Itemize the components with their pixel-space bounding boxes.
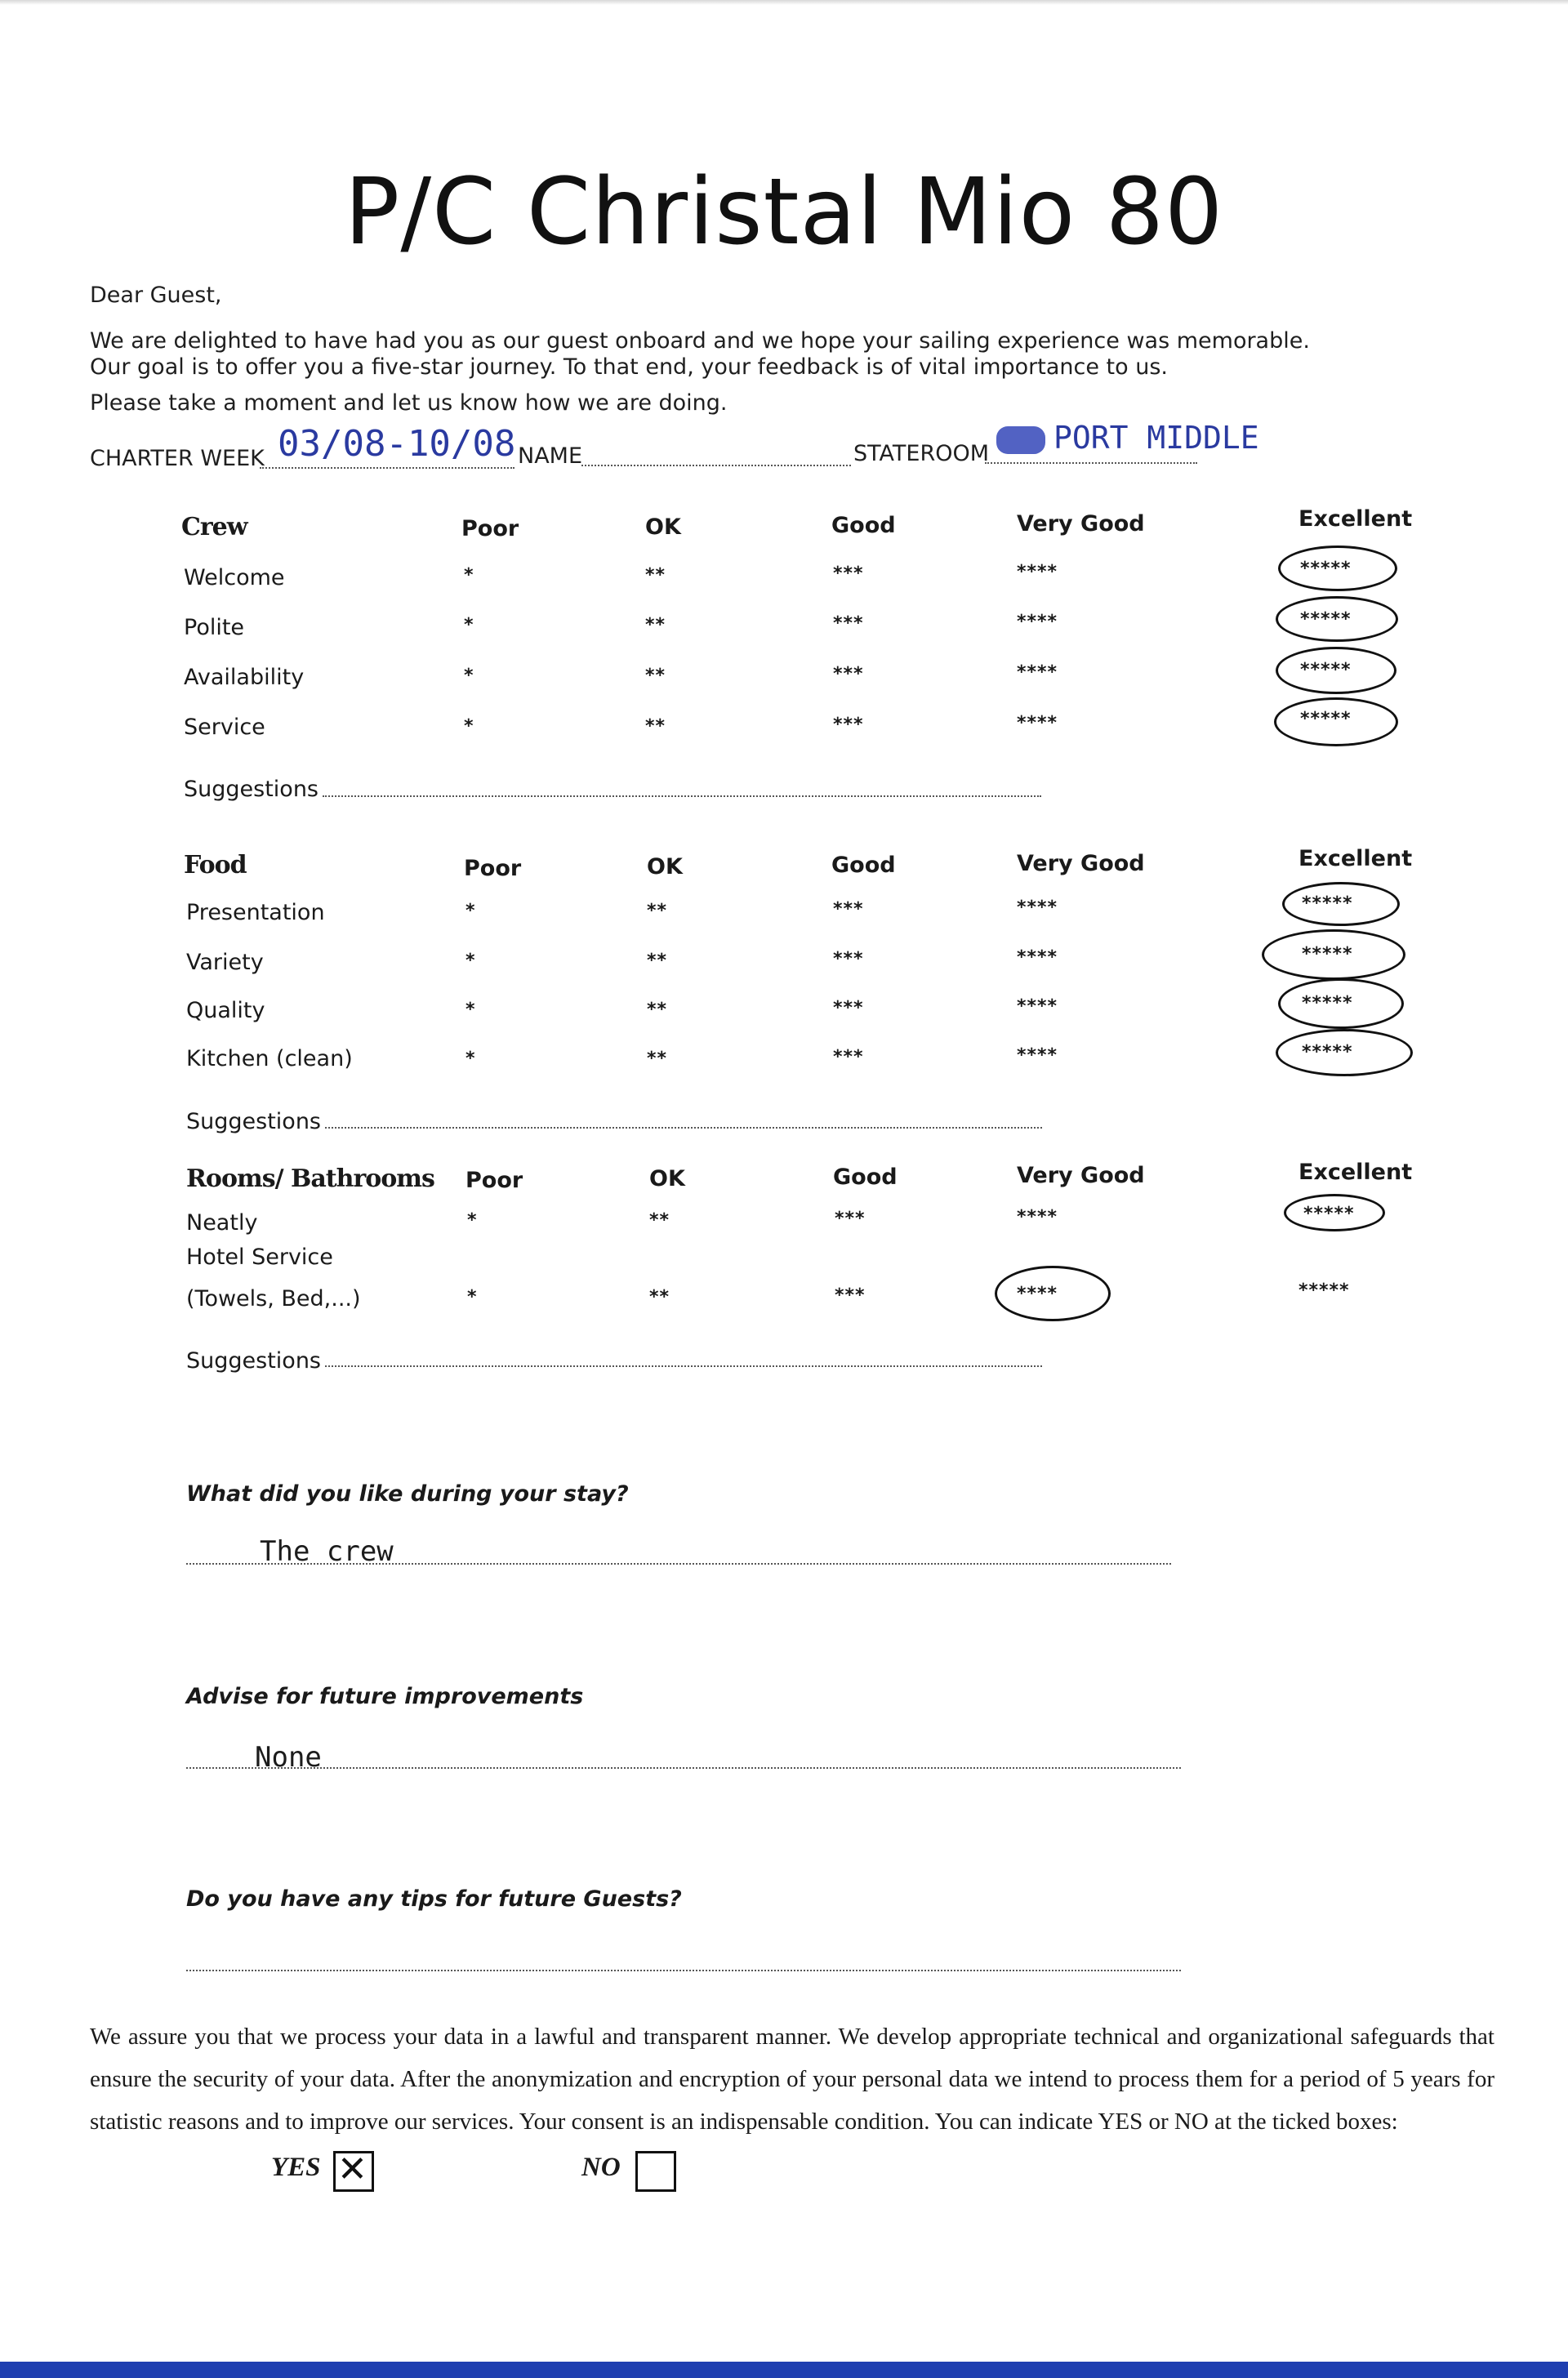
col-head-poor: Poor <box>461 516 519 541</box>
col-head-ok: OK <box>649 1166 685 1191</box>
selection-circle <box>1278 546 1397 591</box>
section-title-rooms: Rooms/ Bathrooms <box>186 1165 434 1193</box>
rating-good[interactable]: *** <box>833 715 864 735</box>
row-label-variety: Variety <box>186 950 264 975</box>
rating-poor[interactable]: * <box>467 1210 478 1231</box>
rating-ok[interactable]: ** <box>645 565 666 586</box>
suggestions-label-rooms: Suggestions <box>186 1348 321 1374</box>
rating-poor[interactable]: * <box>464 666 474 686</box>
rating-poor[interactable]: * <box>464 716 474 737</box>
rating-very-good[interactable]: **** <box>1017 1045 1058 1066</box>
rating-excellent[interactable]: ***** <box>1300 660 1352 680</box>
rating-excellent[interactable]: ***** <box>1300 609 1352 630</box>
answer-improvements[interactable]: None <box>255 1741 322 1774</box>
row-label-quality: Quality <box>186 998 265 1023</box>
col-head-ok: OK <box>645 514 681 540</box>
rating-ok[interactable]: ** <box>647 1049 668 1069</box>
rating-good[interactable]: *** <box>833 1047 864 1067</box>
scan-edge-top <box>0 0 1568 5</box>
suggestions-line-food[interactable] <box>325 1127 1042 1129</box>
rating-good[interactable]: *** <box>833 949 864 969</box>
scribble-mark <box>996 426 1045 454</box>
col-head-very-good: Very Good <box>1017 511 1145 537</box>
suggestions-label-food: Suggestions <box>186 1109 321 1134</box>
col-head-excellent: Excellent <box>1298 1160 1413 1185</box>
rating-very-good[interactable]: **** <box>1017 996 1058 1017</box>
selection-circle <box>995 1266 1111 1321</box>
section-title-food: Food <box>184 851 247 880</box>
rating-very-good[interactable]: **** <box>1017 713 1058 733</box>
intro-line-3: Please take a moment and let us know how we are doing. <box>90 390 728 416</box>
col-head-good: Good <box>831 513 896 538</box>
selection-circle <box>1276 1029 1413 1076</box>
scan-edge-bottom <box>0 2362 1568 2378</box>
suggestions-line-rooms[interactable] <box>325 1365 1042 1367</box>
rating-poor[interactable]: * <box>467 1287 478 1307</box>
rating-poor[interactable]: * <box>466 1000 476 1020</box>
selection-circle <box>1276 647 1396 694</box>
col-head-poor: Poor <box>464 856 522 881</box>
consent-no-label: NO <box>581 2153 621 2182</box>
name-label: NAME <box>518 443 583 469</box>
row-label-kitchen: Kitchen (clean) <box>186 1046 353 1071</box>
row-label-service: Service <box>184 715 265 740</box>
rating-very-good[interactable]: **** <box>1017 662 1058 683</box>
stateroom-line <box>985 462 1197 464</box>
question-tips: Do you have any tips for future Guests? <box>186 1886 682 1912</box>
rating-excellent[interactable]: ***** <box>1302 1042 1353 1062</box>
rating-good[interactable]: *** <box>833 563 864 584</box>
row-label-presentation: Presentation <box>186 900 325 925</box>
col-head-excellent: Excellent <box>1298 846 1413 871</box>
rating-good[interactable]: *** <box>833 998 864 1018</box>
rating-excellent[interactable]: ***** <box>1302 893 1353 914</box>
section-title-crew: Crew <box>181 513 247 541</box>
stateroom-label: STATEROOM <box>853 441 990 466</box>
rating-excellent[interactable]: ***** <box>1298 1280 1350 1301</box>
col-head-good: Good <box>833 1165 898 1190</box>
answer-liked[interactable]: The crew <box>260 1535 394 1568</box>
row-label-welcome: Welcome <box>184 565 285 590</box>
rating-poor[interactable]: * <box>466 901 476 921</box>
rating-poor[interactable]: * <box>466 951 476 971</box>
rating-excellent[interactable]: ***** <box>1300 709 1352 729</box>
rating-ok[interactable]: ** <box>645 666 666 686</box>
rating-ok[interactable]: ** <box>649 1287 670 1307</box>
rating-very-good[interactable]: **** <box>1017 612 1058 632</box>
check-mark-icon: ✕ <box>337 2149 368 2190</box>
selection-circle <box>1278 978 1404 1029</box>
rating-ok[interactable]: ** <box>649 1210 670 1231</box>
selection-circle <box>1276 596 1398 642</box>
rating-very-good[interactable]: **** <box>1017 562 1058 582</box>
rating-excellent[interactable]: ***** <box>1300 559 1352 579</box>
selection-circle <box>1282 882 1400 926</box>
rating-ok[interactable]: ** <box>645 716 666 737</box>
col-head-ok: OK <box>647 854 683 880</box>
charter-week-line <box>260 467 514 469</box>
selection-circle <box>1274 697 1398 746</box>
charter-week-label: CHARTER WEEK <box>90 446 265 471</box>
charter-week-value[interactable]: 03/08-10/08 <box>278 423 516 465</box>
rating-excellent[interactable]: ***** <box>1303 1204 1355 1224</box>
stateroom-value[interactable]: PORT MIDDLE <box>1054 420 1259 456</box>
selection-circle <box>1284 1194 1385 1231</box>
rating-good[interactable]: *** <box>835 1285 866 1306</box>
consent-no-checkbox[interactable] <box>635 2151 676 2192</box>
consent-yes-label: YES <box>271 2153 321 2182</box>
answer-line-tips[interactable] <box>186 1970 1181 1971</box>
row-label-hotel-service: Hotel Service <box>186 1245 333 1270</box>
page-title: P/C Christal Mio 80 <box>344 159 1224 265</box>
rating-excellent[interactable]: ***** <box>1302 944 1353 964</box>
col-head-poor: Poor <box>466 1168 523 1193</box>
question-liked: What did you like during your stay? <box>186 1481 629 1507</box>
suggestions-label-crew: Suggestions <box>184 777 318 802</box>
answer-line-improvements[interactable] <box>186 1767 1181 1769</box>
rating-excellent[interactable]: ***** <box>1302 993 1353 1013</box>
rating-poor[interactable]: * <box>464 615 474 635</box>
intro-line-1: We are delighted to have had you as our guest onboard and we hope your sailing experience was memorable. <box>90 328 1310 354</box>
rating-good[interactable]: *** <box>835 1209 866 1229</box>
row-label-polite: Polite <box>184 615 245 640</box>
consent-yes-checkbox[interactable] <box>333 2151 374 2192</box>
rating-good[interactable]: *** <box>833 613 864 634</box>
row-label-availability: Availability <box>184 665 305 690</box>
col-head-very-good: Very Good <box>1017 1163 1145 1188</box>
col-head-excellent: Excellent <box>1298 506 1413 532</box>
rating-very-good[interactable]: **** <box>1017 1207 1058 1227</box>
rating-ok[interactable]: ** <box>647 951 668 971</box>
rating-ok[interactable]: ** <box>647 1000 668 1020</box>
rating-ok[interactable]: ** <box>645 615 666 635</box>
selection-circle <box>1262 929 1405 980</box>
rating-very-good[interactable]: **** <box>1017 897 1058 918</box>
intro-line-2: Our goal is to offer you a five-star journey. To that end, your feedback is of vital importance to us. <box>90 354 1169 380</box>
data-privacy-statement: We assure you that we process your data in a lawful and transparent manner. We develop appropriate technical and organizational safeguards that ensure the security of your data. After the anonymization and encryption of your personal data we intend to process them for a period of 5 years for statistic reasons and to improve our services. Your consent is an indispensable condition. You can indicate YES or NO at the ticked boxes: <box>90 2024 1494 2135</box>
suggestions-line-crew[interactable] <box>323 795 1041 797</box>
rating-good[interactable]: *** <box>833 664 864 684</box>
rating-very-good[interactable]: **** <box>1017 947 1058 968</box>
rating-ok[interactable]: ** <box>647 901 668 921</box>
col-head-very-good: Very Good <box>1017 851 1145 876</box>
col-head-good: Good <box>831 853 896 878</box>
name-line[interactable] <box>581 465 851 466</box>
greeting: Dear Guest, <box>90 283 222 308</box>
question-improvements: Advise for future improvements <box>186 1684 584 1709</box>
rating-poor[interactable]: * <box>464 565 474 586</box>
rating-poor[interactable]: * <box>466 1049 476 1069</box>
rating-very-good[interactable]: **** <box>1017 1284 1058 1304</box>
row-label-neatly: Neatly <box>186 1210 258 1236</box>
rating-good[interactable]: *** <box>833 899 864 920</box>
row-label-hotel-service-detail: (Towels, Bed,...) <box>186 1286 361 1311</box>
